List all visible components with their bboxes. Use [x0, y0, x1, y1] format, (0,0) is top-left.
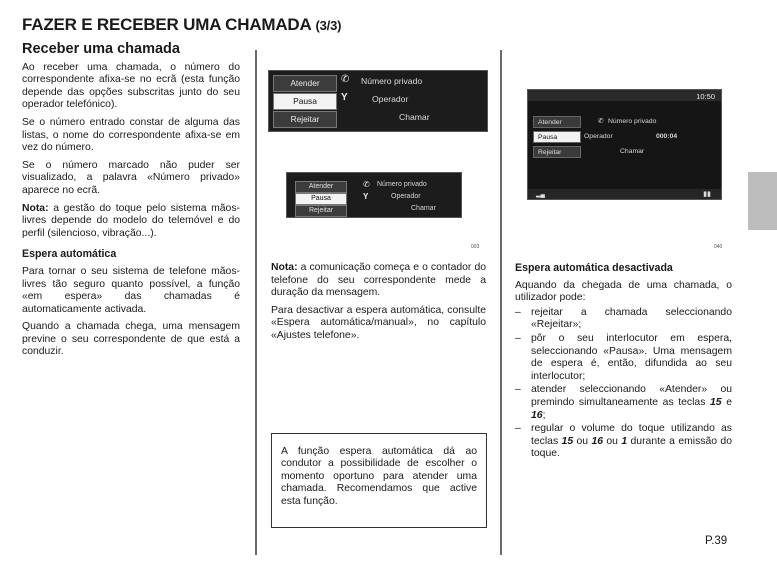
paragraph: Para desactivar a espera automática, consulte «Espera automática/manual», no capítulo «Ajustes telefone». [271, 304, 486, 341]
pause-button[interactable]: Pausa [295, 193, 347, 205]
paragraph: Ao receber uma chamada, o número do correspondente afixa-se no ecrã (esta função depende das opções subscritas junto do seu operador telefónico). [22, 61, 240, 111]
caller-label: Número privado [608, 118, 657, 125]
list-item: – rejeitar a chamada seleccionando «Rejeitar»; [515, 307, 732, 332]
paragraph: Aquando da chegada de uma chamada, o utilizador pode: [515, 279, 732, 304]
image-code: 003 [471, 244, 480, 250]
phone-screen-incoming-call [268, 70, 488, 132]
call-action-label: Chamar [620, 148, 645, 155]
answer-button[interactable]: Atender [533, 116, 581, 128]
call-duration: 000:04 [656, 133, 678, 140]
phone-icon: ✆ [341, 74, 350, 85]
caller-label: Número privado [361, 76, 423, 86]
phone-icon: ✆ [363, 180, 370, 189]
subheading-auto-wait: Espera automática [22, 248, 117, 261]
paragraph: Se o número entrado constar de alguma das listas, o nome do correspondente afixa-se em vez do número. [22, 116, 240, 154]
bottom-status-bar [528, 189, 721, 199]
info-box: A função espera automática dá ao condutor a possibilidade de escolher o momento oportuno para atender uma chamada. Recomendamos que active esta função. [271, 433, 487, 528]
list-item: – pôr o seu interlocutor em espera, seleccionando «Pausa». Uma mensagem de espera é, então, difundida ao seu interlocutor; [515, 333, 732, 383]
middle-column [271, 262, 486, 348]
operator-label: Operador [584, 133, 613, 140]
list-item: – atender seleccionando «Atender» ou premindo simultaneamente as teclas 15 e 16; [515, 384, 732, 422]
signal-strength-icon: ▂▄ [536, 192, 545, 198]
list-item: – regular o volume do toque utilizando as teclas 15 ou 16 ou 1 durante a emissão do toque. [515, 423, 732, 461]
phone-screen-incoming-call-small [286, 172, 462, 218]
reject-button[interactable]: Rejeitar [295, 205, 347, 217]
phone-icon: ✆ [598, 118, 604, 125]
signal-icon: Y [341, 92, 348, 103]
page-title: FAZER E RECEBER UMA CHAMADA (3/3) [22, 15, 342, 34]
clock: 10:50 [696, 92, 715, 101]
pause-button[interactable]: Pausa [273, 93, 337, 110]
call-action-label: Chamar [411, 205, 436, 212]
column-divider [500, 50, 502, 555]
caller-label: Número privado [377, 181, 427, 188]
operator-label: Operador [391, 193, 421, 200]
call-action-label: Chamar [399, 112, 430, 122]
status-bar [528, 90, 721, 101]
left-column [22, 43, 240, 364]
image-code: 040 [714, 244, 723, 250]
phone-screen-call-waiting [527, 89, 722, 200]
operator-label: Operador [372, 94, 409, 104]
reject-button[interactable]: Rejeitar [273, 111, 337, 128]
subheading-auto-wait-off: Espera automática desactivada [515, 262, 673, 274]
paragraph: Se o número marcado não puder ser visualizado, a palavra «Número privado» aparece no ecrã. [22, 159, 240, 196]
reject-button[interactable]: Rejeitar [533, 146, 581, 158]
answer-button[interactable]: Atender [273, 75, 337, 92]
paragraph: Para tornar o seu sistema de telefone mãos-livres tão seguro quanto possível, a função «em espera» das chamadas é automaticamente activada. [22, 265, 240, 315]
section-heading-receive-call: Receber uma chamada [22, 41, 180, 57]
note-paragraph: Nota: a gestão do toque pelo sistema mãos-livres depende do modelo do telemóvel e do perfil (silencioso, vibração...). [22, 202, 240, 239]
pause-button[interactable]: Pausa [533, 131, 581, 143]
battery-icon: ▮▮ [703, 191, 711, 198]
note-paragraph: Nota: a comunicação começa e o contador do telefone do seu correspondente mede a duração da mensagem. [271, 262, 486, 299]
column-divider [255, 50, 257, 555]
right-column [515, 262, 732, 462]
options-list [515, 307, 732, 461]
page-number: P.39 [705, 535, 728, 547]
paragraph: Quando a chamada chega, uma mensagem previne o seu correspondente de que está a conduzir. [22, 321, 240, 358]
chapter-tab [748, 172, 777, 230]
signal-icon: Y [363, 192, 369, 201]
answer-button[interactable]: Atender [295, 181, 347, 193]
